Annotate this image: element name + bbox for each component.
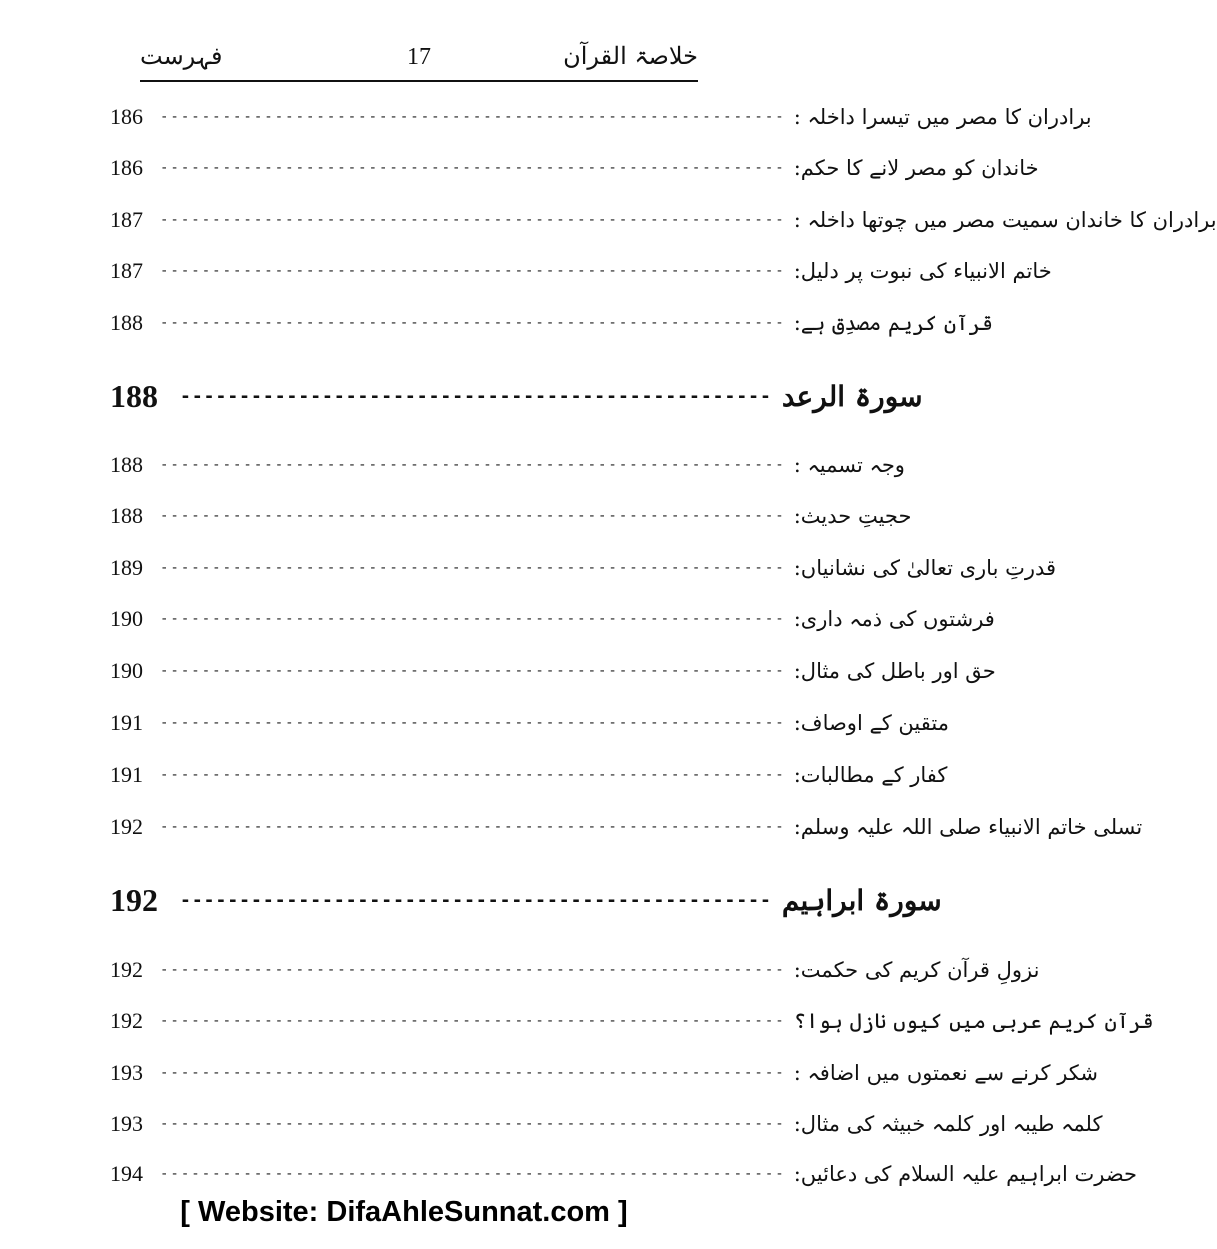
toc-entry[interactable]	[110, 807, 1143, 847]
header-book-title: خلاصۃ القرآن	[563, 42, 698, 70]
toc-entry-page: 191	[110, 762, 143, 787]
toc-entry[interactable]	[110, 950, 1040, 990]
section-page: 188	[110, 377, 158, 414]
toc-entry-title: قرآن کریم عربی میں کیوں نازل ہوا؟	[793, 1009, 1154, 1033]
toc-entry-page: 188	[110, 310, 143, 335]
toc-entry-page: 194	[110, 1161, 143, 1186]
toc-entry[interactable]	[110, 97, 1092, 137]
toc-entry[interactable]	[110, 445, 905, 485]
toc-entry[interactable]	[110, 1154, 1138, 1194]
toc-entry[interactable]	[110, 1104, 1103, 1144]
toc-entry-page: 188	[110, 503, 143, 528]
toc-entry[interactable]	[110, 303, 994, 343]
page-header	[140, 42, 698, 82]
section-title: سورۃ الرعد	[781, 379, 923, 413]
toc-entry-page: 191	[110, 710, 143, 735]
toc-entry-page: 192	[110, 1008, 143, 1033]
toc-entry-page: 192	[110, 814, 143, 839]
dotted-leader: ------------------------------------------------------------	[160, 263, 786, 279]
toc-entry-title: قدرتِ باری تعالیٰ کی نشانیاں:	[793, 556, 1057, 580]
header-page-number: 17	[407, 44, 431, 70]
toc-entry-title: نزولِ قرآن کریم کی حکمت:	[793, 958, 1040, 982]
toc-entry[interactable]	[110, 1053, 1098, 1093]
dotted-leader: ------------------------------------------------------------	[160, 160, 786, 176]
toc-entry-page: 186	[110, 155, 143, 180]
toc-entry[interactable]	[110, 548, 1057, 588]
dotted-leader: ------------------------------------------------------------	[160, 315, 786, 331]
dotted-leader: ------------------------------------------------------------	[160, 611, 786, 627]
dotted-leader: ------------------------------------------------------------	[160, 767, 786, 783]
header-divider	[140, 80, 698, 82]
dotted-leader: ------------------------------------------------------------	[160, 715, 786, 731]
toc-entry-page: 188	[110, 452, 143, 477]
toc-entry-page: 186	[110, 104, 143, 129]
dotted-leader: ------------------------------------------------------------	[160, 1065, 786, 1081]
dotted-leader: ------------------------------------------------------------	[160, 1166, 786, 1182]
dotted-leader: ------------------------------------------------------------	[160, 457, 786, 473]
toc-entry-title: تسلی خاتم الانبیاء صلی اللہ علیہ وسلم:	[793, 815, 1143, 839]
dotted-leader: ------------------------------------------------------------	[160, 508, 786, 524]
toc-entry[interactable]	[110, 703, 949, 743]
toc-entry-title: فرشتوں کی ذمہ داری:	[793, 607, 995, 631]
dotted-leader: ------------------------------------------------------------	[160, 1116, 786, 1132]
toc-entry-title: برادران کا مصر میں تیسرا داخلہ :	[793, 105, 1092, 129]
toc-entry-title: قرآن کریم مصدِق ہے:	[793, 311, 994, 335]
section-title: سورۃ ابراہیم	[781, 883, 942, 917]
toc-entry[interactable]	[110, 1001, 1154, 1041]
toc-entry[interactable]	[110, 148, 1039, 188]
dotted-leader: ------------------------------------------------------------	[160, 109, 786, 125]
toc-entry-page: 187	[110, 258, 143, 283]
toc-entry-title: کلمہ طیبہ اور کلمہ خبیثہ کی مثال:	[793, 1112, 1103, 1136]
header-contents-label: فہرست	[140, 42, 223, 70]
toc-entry-title: حق اور باطل کی مثال:	[793, 659, 996, 683]
toc-entry[interactable]	[110, 251, 1052, 291]
dotted-leader: ------------------------------------------------------------	[160, 962, 786, 978]
toc-entry[interactable]	[110, 651, 996, 691]
toc-entry-title: شکر کرنے سے نعمتوں میں اضافہ :	[793, 1061, 1098, 1085]
section-heading-ibrahim[interactable]	[110, 872, 942, 928]
toc-entry[interactable]	[110, 755, 948, 795]
toc-entry-title: کفار کے مطالبات:	[793, 763, 948, 787]
toc-entry-title: خاتم الانبیاء کی نبوت پر دلیل:	[793, 259, 1052, 283]
website-footer: [ Website: DifaAhleSunnat.com ]	[180, 1196, 628, 1228]
toc-entry-page: 190	[110, 606, 143, 631]
dotted-leader: ------------------------------------------------------------	[160, 1013, 786, 1029]
dotted-leader: ------------------------------------------------------------	[160, 560, 786, 576]
toc-entry[interactable]	[110, 200, 1217, 240]
toc-entry-page: 189	[110, 555, 143, 580]
toc-entry-page: 193	[110, 1111, 143, 1136]
section-leader: --------------------------------------------------	[180, 889, 772, 911]
section-heading-al-raad[interactable]	[110, 368, 923, 424]
dotted-leader: ------------------------------------------------------------	[160, 819, 786, 835]
toc-entry-title: وجہ تسمیہ :	[793, 453, 905, 477]
toc-entry[interactable]	[110, 599, 995, 639]
section-leader: --------------------------------------------------	[180, 385, 772, 407]
toc-entry-page: 190	[110, 658, 143, 683]
toc-entry-title: برادران کا خاندان سمیت مصر میں چوتھا داخلہ :	[793, 208, 1217, 232]
section-page: 192	[110, 881, 158, 918]
toc-entry-title: خاندان کو مصر لانے کا حکم:	[793, 156, 1039, 180]
toc-entry-page: 192	[110, 957, 143, 982]
toc-entry-page: 193	[110, 1060, 143, 1085]
toc-entry[interactable]	[110, 496, 912, 536]
dotted-leader: ------------------------------------------------------------	[160, 663, 786, 679]
toc-entry-page: 187	[110, 207, 143, 232]
toc-entry-title: حضرت ابراہیم علیہ السلام کی دعائیں:	[793, 1162, 1138, 1186]
dotted-leader: ------------------------------------------------------------	[160, 212, 786, 228]
toc-entry-title: متقین کے اوصاف:	[793, 711, 949, 735]
toc-entry-title: حجیتِ حدیث:	[793, 504, 912, 528]
